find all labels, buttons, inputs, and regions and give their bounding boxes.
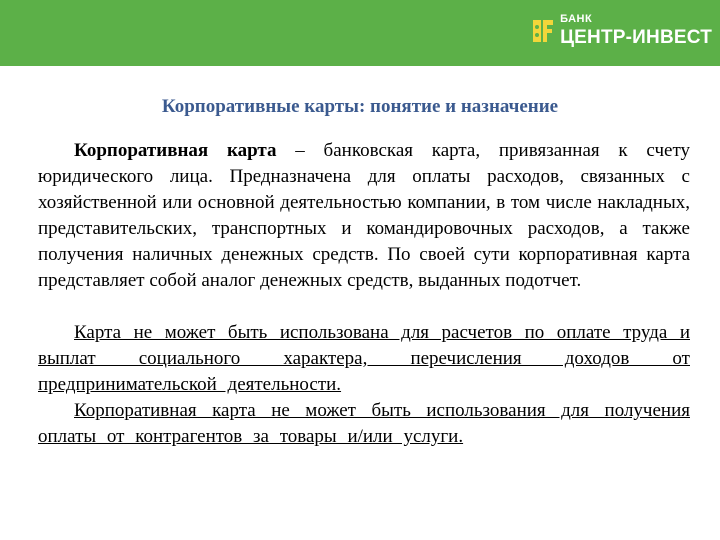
slide-title: Корпоративные карты: понятие и назначение bbox=[161, 96, 559, 117]
bank-logo bbox=[530, 14, 712, 47]
restriction-text-2: Корпоративная карта не может быть использования для получения оплаты от контрагентов за товары и/или услуги. bbox=[38, 400, 690, 447]
term-definition: – банковская карта, привязанная к счету юридического лица. Предназначена для оплаты расходов, связанных с хозяйственной или основной деятельностью компании, в том числе накладных, представительских, транспортных и командировочных расходов, а также получения наличных денежных средств. По своей сути корпоративная карта представляет собой аналог денежных средств, выданных подотчет. bbox=[38, 140, 691, 291]
bank-label: БАНК bbox=[560, 13, 593, 25]
bank-logo-text bbox=[560, 14, 712, 47]
restriction-paragraph-1 bbox=[38, 320, 690, 398]
restriction-paragraph-2 bbox=[38, 398, 690, 450]
bank-name: ЦЕНТР-ИНВЕСТ bbox=[560, 27, 712, 48]
term-bold: Корпоративная карта bbox=[74, 140, 277, 161]
header-bar bbox=[0, 0, 720, 66]
slide-content bbox=[38, 138, 690, 450]
bank-logo-icon bbox=[530, 16, 556, 46]
restriction-text-1: Карта не может быть использована для расчетов по оплате труда и выплат социального характера, перечисления доходов от предпринимательской деятельности. bbox=[38, 322, 690, 395]
definition-paragraph bbox=[38, 138, 690, 294]
